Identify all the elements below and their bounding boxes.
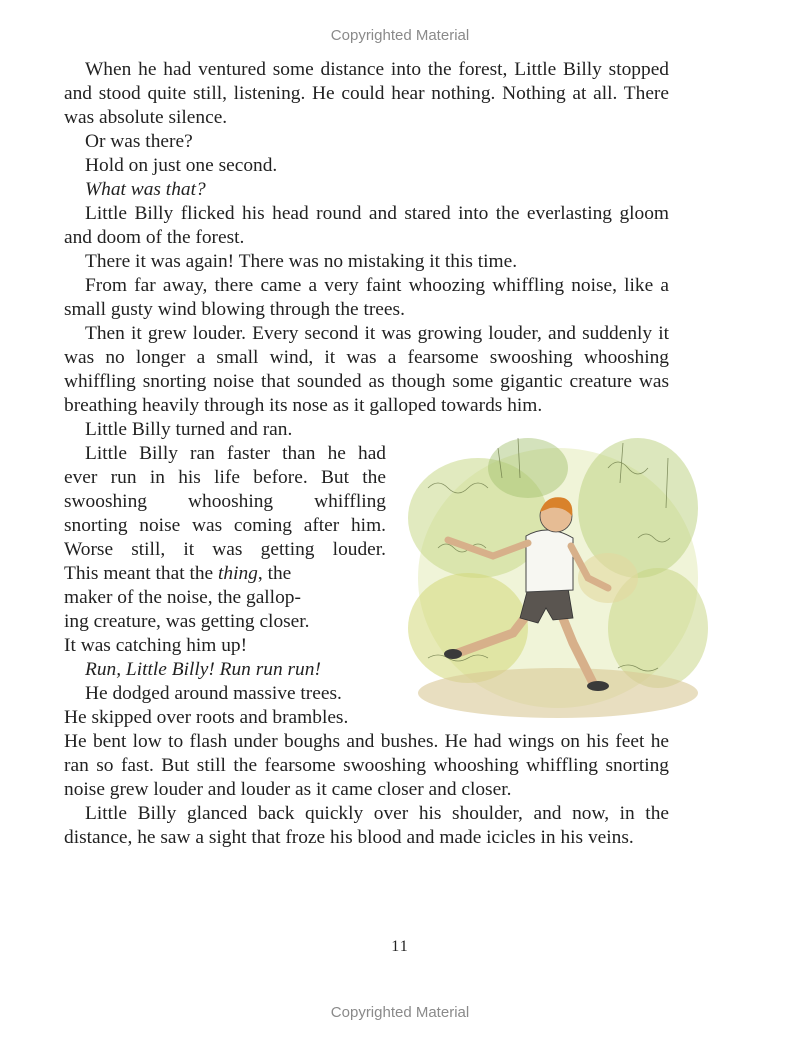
paragraph: Hold on just one second.	[85, 155, 278, 176]
text-line: swooshing whooshing whiffling	[64, 491, 386, 512]
italic-text: thing	[218, 563, 258, 584]
paragraph: Or was there?	[85, 131, 193, 152]
paragraph: Then it grew louder. Every second it was growing louder, and suddenly it was no longer a small wind, it was a fearsome swooshing whooshing whiffling snorting noise that sounded as though some gigantic creature was breathing heavily through its nose as it galloped towards him.	[64, 323, 669, 416]
text-line: snorting noise was coming after him.	[64, 515, 386, 536]
italic-text: Run, Little Billy! Run run run!	[85, 659, 321, 680]
page-number: 11	[391, 938, 409, 955]
text-line: maker of the noise, the gallop-	[64, 587, 301, 608]
text-line: He skipped over roots and brambles.	[64, 707, 349, 728]
paragraph	[64, 178, 669, 202]
text-line: It was catching him up!	[64, 635, 248, 656]
paragraph: From far away, there came a very faint whoozing whiffling noise, like a small gusty wind blowing through the trees.	[64, 275, 669, 320]
paragraph: Little Billy turned and ran.	[85, 419, 293, 440]
text-line: ever run in his life before. But the	[64, 467, 386, 488]
text-line: Worse still, it was getting louder.	[64, 539, 386, 560]
text-line: ing creature, was getting closer.	[64, 611, 310, 632]
boy-running-illustration	[408, 428, 708, 728]
italic-text: What was that?	[85, 179, 206, 200]
paragraph: Little Billy glanced back quickly over his shoulder, and now, in the distance, he saw a sight that froze his blood and made icicles in his veins.	[64, 803, 669, 848]
copyright-watermark-bottom: Copyrighted Material	[330, 1004, 470, 1021]
paragraph-wrapped	[64, 442, 386, 658]
paragraph: When he had ventured some distance into the forest, Little Billy stopped and stood quite still, listening. He could hear nothing. Nothing at all. There was absolute silence.	[64, 59, 669, 128]
copyright-watermark-top: Copyrighted Material	[330, 27, 470, 44]
text-line: He dodged around massive trees.	[85, 683, 342, 704]
text-line: Little Billy ran faster than he had	[85, 443, 386, 464]
text-line: This meant that the thing, the	[64, 563, 292, 584]
paragraph: There it was again! There was no mistaking it this time.	[85, 251, 518, 272]
paragraph: Little Billy flicked his head round and stared into the everlasting gloom and doom of the forest.	[64, 203, 669, 248]
paragraph: He bent low to flash under boughs and bushes. He had wings on his feet he ran so fast. But still the fearsome swooshing whooshing whiffling snorting noise grew louder and louder as it came closer and closer.	[64, 731, 669, 800]
